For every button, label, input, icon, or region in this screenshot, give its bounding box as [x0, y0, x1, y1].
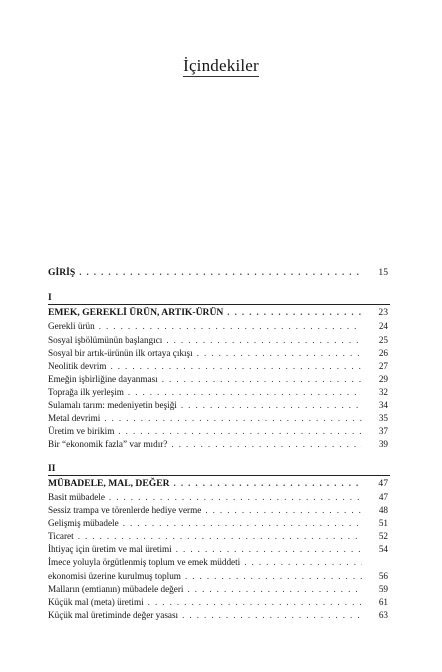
part-divider — [48, 304, 390, 305]
toc-entry-page: 35 — [378, 413, 388, 423]
toc-entry-label: Gerekli ürün — [48, 321, 95, 331]
toc-entry-page: 15 — [378, 267, 388, 278]
toc-entry-label: Bir “ekonomik fazla” var mıdır? — [48, 439, 168, 449]
dot-leader — [244, 556, 362, 569]
dot-leader — [205, 504, 362, 517]
toc-entry-page: 59 — [378, 584, 388, 594]
toc-entry[interactable] — [48, 491, 388, 504]
toc-entry-page: 32 — [378, 387, 388, 397]
dot-leader — [110, 360, 362, 373]
dot-leader — [128, 386, 362, 399]
toc-entry[interactable] — [48, 386, 388, 399]
toc-entry[interactable] — [48, 399, 388, 412]
toc-entry-page: 39 — [378, 439, 388, 449]
toc-entry-page: 54 — [378, 544, 388, 554]
toc-entry-page: 51 — [378, 518, 388, 528]
toc-entry-page: 48 — [378, 505, 388, 515]
dot-leader — [162, 373, 362, 386]
toc-entry-label: Sessiz trampa ve törenlerde hediye verme — [48, 505, 202, 515]
toc-entry-label: İhtiyaç için üretim ve mal üretimi — [48, 544, 172, 554]
toc-entry-label: Neolitik devrim — [48, 361, 107, 371]
toc-entry-page: 56 — [378, 571, 388, 581]
toc-entry-label: GİRİŞ — [48, 267, 76, 278]
toc-entry-label: Sulamalı tarım: medeniyetin beşiği — [48, 400, 177, 410]
toc-entry[interactable] — [48, 596, 388, 609]
dot-leader — [109, 491, 362, 504]
toc-entry[interactable] — [48, 517, 388, 530]
dot-leader — [99, 320, 362, 333]
part-number: I — [48, 293, 52, 303]
part-heading-label: EMEK, GEREKLİ ÜRÜN, ARTIK-ÜRÜN — [48, 307, 224, 318]
dot-leader — [118, 425, 362, 438]
toc-entry-page: 25 — [378, 335, 388, 345]
toc-entry[interactable] — [48, 373, 388, 386]
toc-entry[interactable] — [48, 412, 388, 425]
toc-entry-label: ekonomisi üzerine kurulmuş toplum — [48, 571, 181, 581]
toc-entry-label: İmece yoluyla örgütlenmiş toplum ve emek müddeti — [48, 557, 241, 567]
part-number: II — [48, 464, 56, 474]
dot-leader — [187, 583, 362, 596]
part-divider — [48, 475, 390, 476]
toc-entry-label: Basit mübadele — [48, 492, 105, 502]
toc-entry-label: Metal devrimi — [48, 413, 101, 423]
part-heading-page: 23 — [378, 307, 388, 318]
toc-entry-page: 34 — [378, 400, 388, 410]
dot-leader — [174, 477, 362, 490]
toc-entry[interactable] — [48, 438, 388, 451]
part-heading[interactable] — [48, 477, 388, 490]
toc-entry-page: 37 — [378, 426, 388, 436]
toc-entry-page: 27 — [378, 361, 388, 371]
toc-entry-label: Ticaret — [48, 531, 74, 541]
dot-leader — [227, 306, 362, 319]
toc-entry[interactable] — [48, 530, 388, 543]
toc-entry[interactable] — [48, 570, 388, 583]
dot-leader — [197, 347, 362, 360]
toc-entry-label: Toprağa ilk yerleşim — [48, 387, 124, 397]
toc-entry[interactable] — [48, 583, 388, 596]
toc-entry[interactable] — [48, 504, 388, 517]
toc-entry[interactable] — [48, 334, 388, 347]
dot-leader — [166, 334, 362, 347]
toc-entry-label: Küçük mal üretiminde değer yasası — [48, 610, 179, 620]
dot-leader — [148, 596, 362, 609]
part-heading-page: 47 — [378, 478, 388, 489]
toc-entry[interactable] — [48, 360, 388, 373]
toc-entry-label: Üretim ve birikim — [48, 426, 115, 436]
dot-leader — [104, 412, 362, 425]
toc-entry-page: 63 — [378, 610, 388, 620]
toc-entry[interactable] — [48, 347, 388, 360]
part-heading-label: MÜBADELE, MAL, DEĞER — [48, 478, 170, 489]
dot-leader — [182, 609, 362, 622]
toc-entry-page: 26 — [378, 348, 388, 358]
dot-leader — [181, 399, 362, 412]
toc-entry[interactable] — [48, 543, 388, 556]
dot-leader — [79, 266, 362, 279]
part-heading[interactable] — [48, 306, 388, 319]
toc-entry-page: 47 — [378, 492, 388, 502]
toc-entry[interactable] — [48, 425, 388, 438]
dot-leader — [123, 517, 362, 530]
toc-entry-label: Gelişmiş mübadele — [48, 518, 119, 528]
toc-entry-label: Küçük mal (meta) üretimi — [48, 597, 144, 607]
dot-leader — [176, 543, 362, 556]
toc-entry-page: 24 — [378, 321, 388, 331]
toc-entry[interactable] — [48, 320, 388, 333]
toc-entry-label: Malların (emtianın) mübadele değeri — [48, 584, 184, 594]
toc-entry[interactable] — [48, 609, 388, 622]
dot-leader — [78, 530, 362, 543]
toc-entry-page: 29 — [378, 374, 388, 384]
page-title: İçindekiler — [183, 56, 259, 75]
toc-entry-giris[interactable] — [48, 266, 388, 279]
toc-entry-page: 52 — [378, 531, 388, 541]
toc-entry-label: Sosyal bir artık-ürünün ilk ortaya çıkışı — [48, 348, 193, 358]
dot-leader — [185, 570, 362, 583]
toc-entry-label: Sosyal işbölümünün başlangıcı — [48, 335, 163, 345]
toc-entry-page: 61 — [378, 597, 388, 607]
toc-entry-label: Emeğin işbirliğine dayanması — [48, 374, 158, 384]
dot-leader — [171, 438, 362, 451]
toc-entry[interactable] — [48, 556, 388, 569]
